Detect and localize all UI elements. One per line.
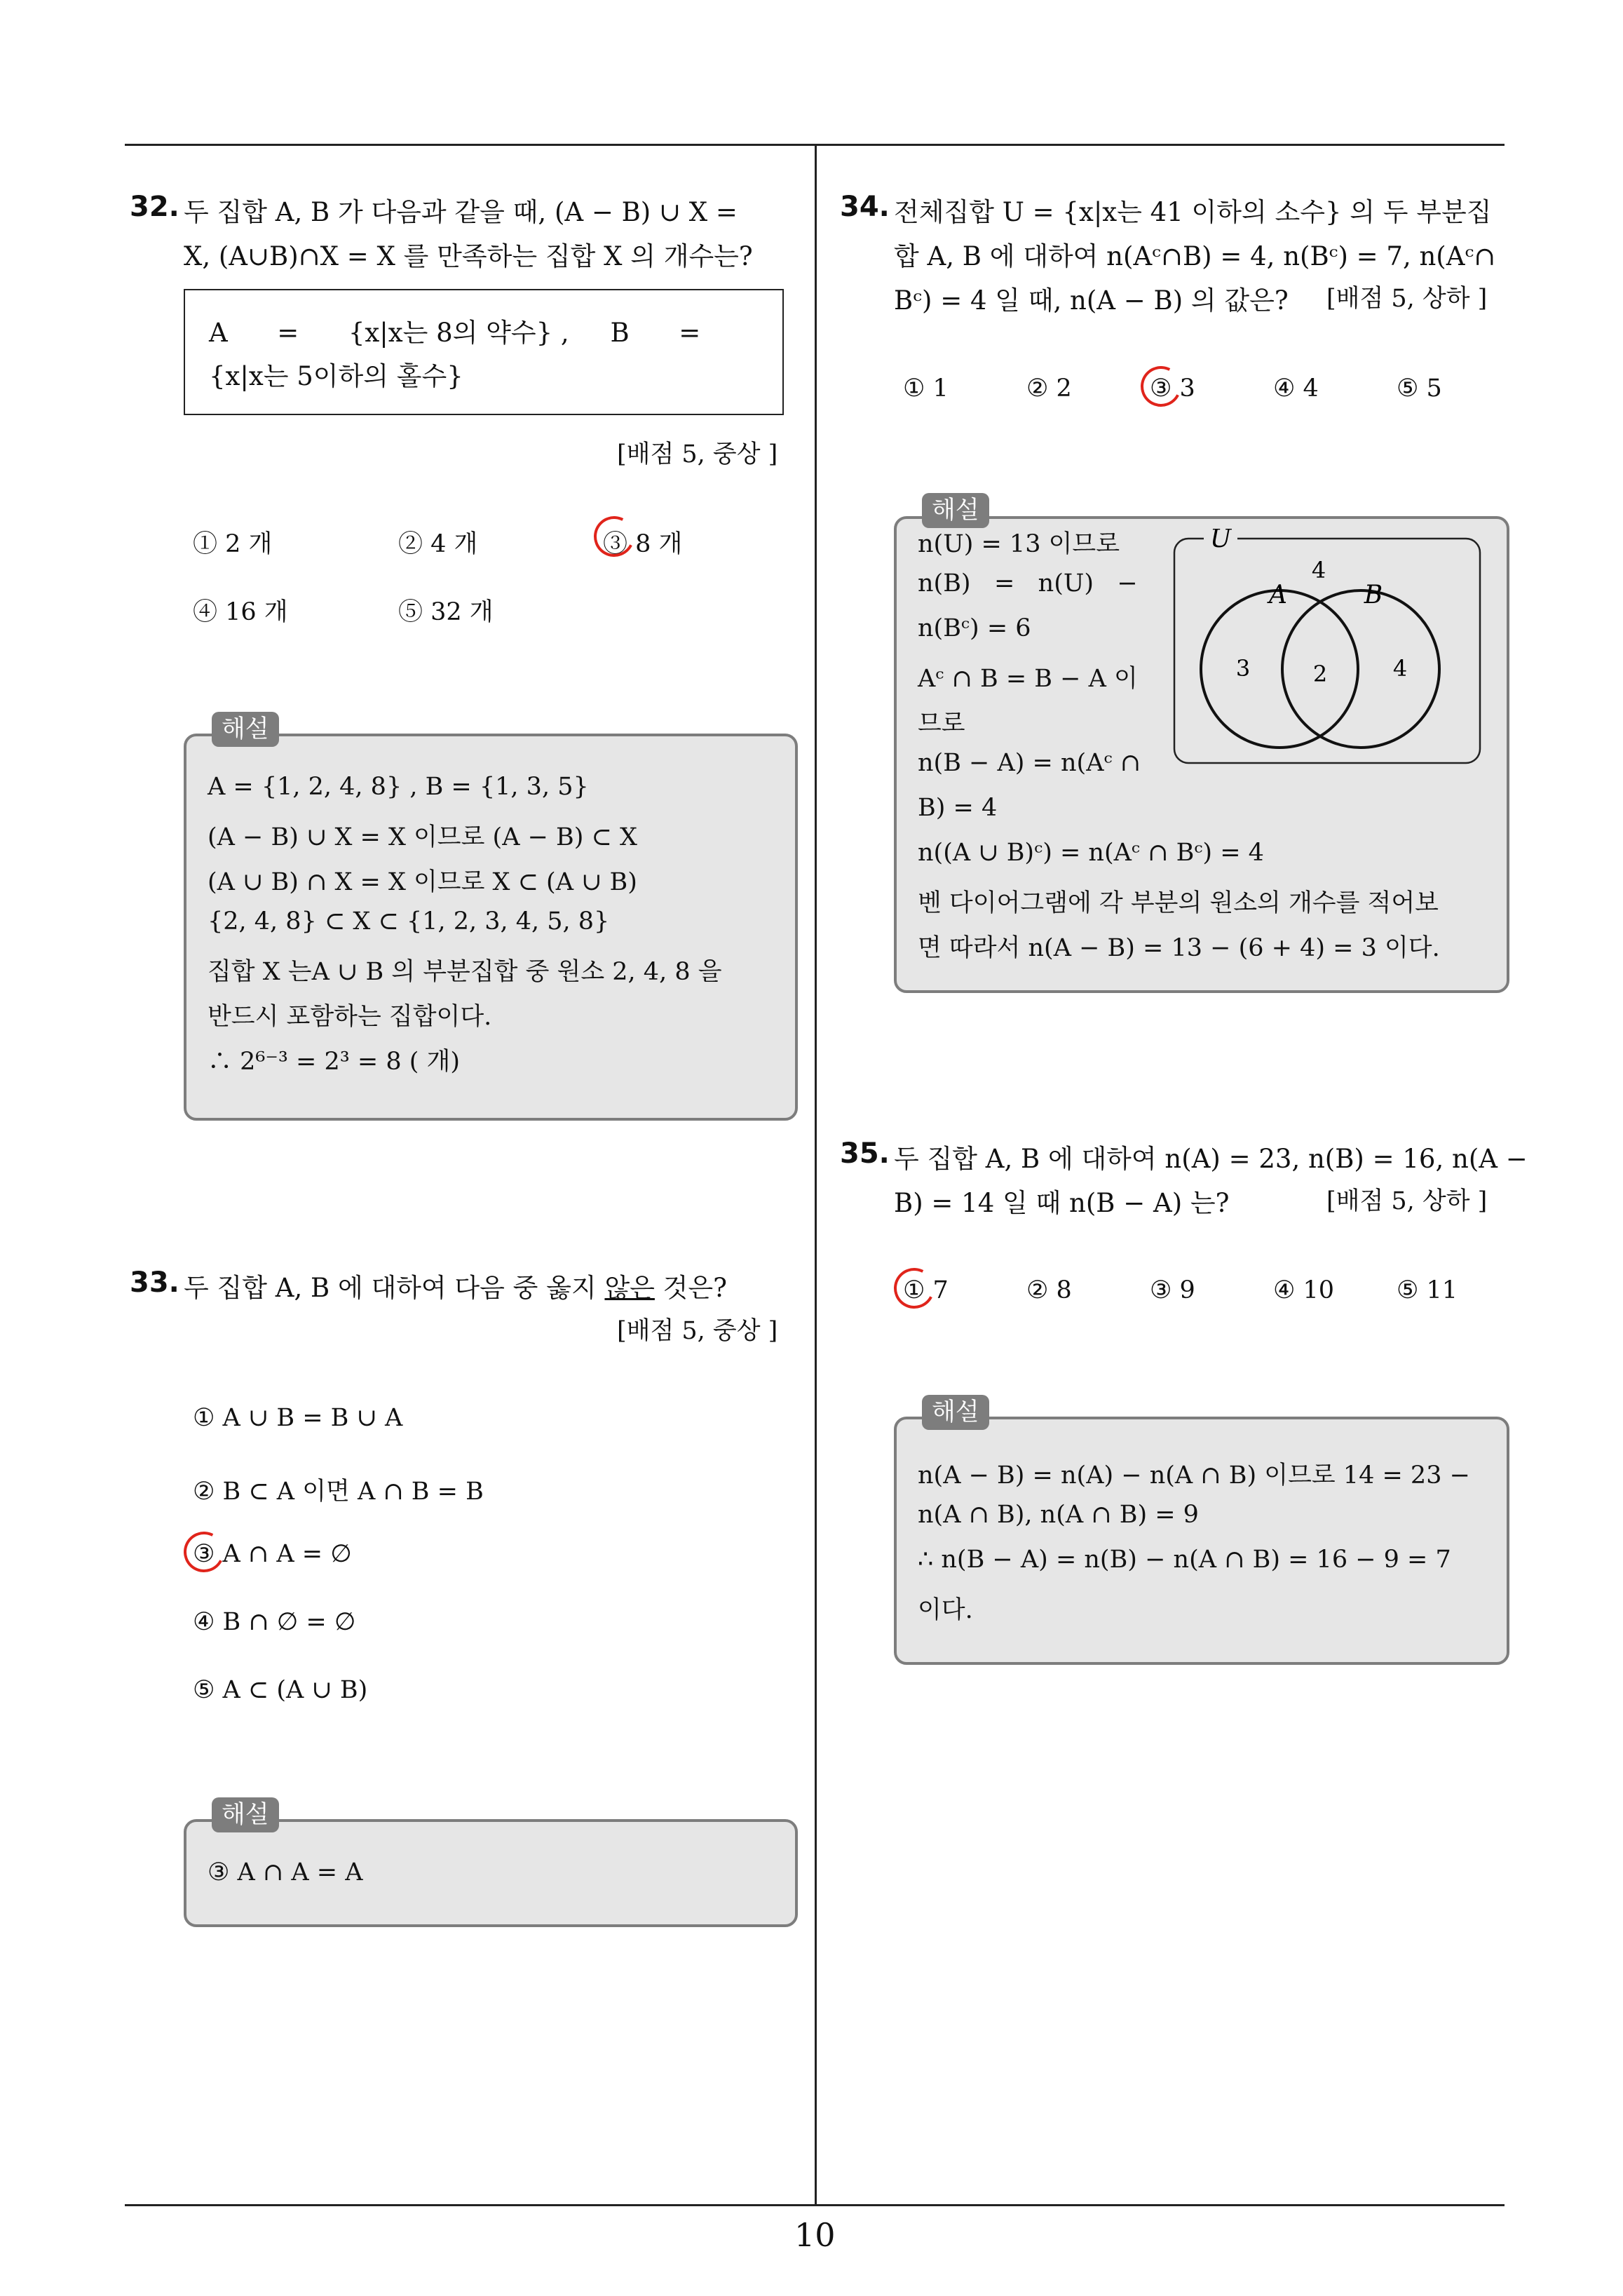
choice-2[interactable]: ② 8 <box>1026 1276 1072 1304</box>
universe-label: U <box>1209 529 1232 553</box>
solution-line: {2, 4, 8} ⊂ X ⊂ {1, 2, 3, 4, 5, 8} <box>208 907 610 936</box>
question-text: 합 A, B 에 대하여 n(Aᶜ∩B) = 4, n(Bᶜ) = 7, n(Aᶜ∩ <box>894 241 1496 271</box>
choice-2[interactable]: ② B ⊂ A 이면 A ∩ B = B <box>193 1478 484 1506</box>
choice-5[interactable]: ⑤ 5 <box>1397 374 1442 403</box>
solution-line: ∴ 2⁶⁻³ = 2³ = 8 ( 개) <box>208 1048 461 1076</box>
bottom-rule <box>125 2204 1505 2206</box>
solution-line: n((A ∪ B)ᶜ) = n(Aᶜ ∩ Bᶜ) = 4 <box>918 839 1264 867</box>
choice-5[interactable]: ⑤ A ⊂ (A ∪ B) <box>193 1676 368 1704</box>
difficulty-label: [배점 5, 상하 ] <box>1326 285 1488 313</box>
question-text: 두 집합 A, B 에 대하여 n(A) = 23, n(B) = 16, n(A − <box>894 1144 1528 1174</box>
solution-line: 집합 X 는A ∪ B 의 부분집합 중 원소 2, 4, 8 을 <box>208 958 722 986</box>
choice-1[interactable]: ① 2 개 <box>193 530 273 558</box>
only-b-count: 4 <box>1392 655 1408 682</box>
difficulty-label: [배점 5, 중상 ] <box>617 1317 778 1345</box>
question-number: 33. <box>130 1267 179 1299</box>
choice-3[interactable]: ③ 9 <box>1150 1276 1195 1304</box>
definition-line: {x|x는 5이하의 홀수} <box>209 361 463 391</box>
solution-line: (A ∪ B) ∩ X = X 이므로 X ⊂ (A ∪ B) <box>208 868 637 896</box>
question-text-part: 두 집합 A, B 에 대하여 다음 중 옳지 <box>184 1273 605 1303</box>
answer-mark-icon <box>888 1262 939 1314</box>
choice-2[interactable]: ② 2 <box>1026 374 1072 403</box>
question-text: B) = 14 일 때 n(B − A) 는? <box>894 1188 1230 1218</box>
choice-4[interactable]: ④ 4 <box>1273 374 1319 403</box>
question-text: 두 집합 A, B 가 다음과 같을 때, (A − B) ∪ X = <box>184 197 738 227</box>
choice-1[interactable]: ① 1 <box>903 374 949 403</box>
question-text: X, (A∪B)∩X = X 를 만족하는 집합 X 의 개수는? <box>184 241 753 271</box>
solution-line: (A − B) ∪ X = X 이므로 (A − B) ⊂ X <box>208 823 637 851</box>
solution-line: ∴ n(B − A) = n(B) − n(A ∩ B) = 16 − 9 = 7 <box>918 1546 1451 1574</box>
definition-box <box>184 289 784 415</box>
page-number: 10 <box>794 2216 836 2254</box>
choice-1[interactable]: ① 7 <box>903 1276 949 1304</box>
solution-line: 벤 다이어그램에 각 부분의 원소의 개수를 적어보 <box>918 889 1439 917</box>
solution-line: Aᶜ ∩ B = B − A 이 <box>918 665 1138 693</box>
choice-3[interactable]: ③ A ∩ A = ∅ <box>193 1540 352 1568</box>
solution-box <box>184 1819 798 1927</box>
answer-mark-icon <box>1135 360 1186 412</box>
question-number: 32. <box>130 191 179 223</box>
solution-line: 면 따라서 n(A − B) = 13 − (6 + 4) = 3 이다. <box>918 934 1440 962</box>
choice-4[interactable]: ④ 10 <box>1273 1276 1335 1304</box>
choice-5[interactable]: ⑤ 32 개 <box>398 598 494 626</box>
question-number: 35. <box>840 1137 890 1170</box>
solution-line: ③ A ∩ A = A <box>208 1858 363 1886</box>
solution-box <box>184 734 798 1121</box>
solution-line: n(A ∩ B), n(A ∩ B) = 9 <box>918 1501 1199 1529</box>
solution-line: n(B) = n(U) − <box>918 569 1138 597</box>
universe-rect <box>1174 539 1480 763</box>
solution-line: B) = 4 <box>918 794 998 822</box>
choice-4[interactable]: ④ 16 개 <box>193 598 288 626</box>
choice-4[interactable]: ④ B ∩ ∅ = ∅ <box>193 1608 356 1636</box>
solution-line: 반드시 포함하는 집합이다. <box>208 1003 492 1031</box>
solution-tag: 해설 <box>922 493 989 528</box>
answer-mark-icon <box>178 1526 229 1577</box>
intersection-count: 2 <box>1312 661 1328 687</box>
outside-count: 4 <box>1311 557 1326 583</box>
choice-1[interactable]: ① A ∪ B = B ∪ A <box>193 1404 403 1432</box>
solution-tag: 해설 <box>922 1395 989 1430</box>
question-text <box>184 1267 727 1304</box>
difficulty-label: [배점 5, 상하 ] <box>1326 1187 1488 1215</box>
question-number: 34. <box>840 191 890 223</box>
choice-3[interactable]: ③ 3 <box>1150 374 1195 403</box>
column-divider <box>815 146 817 2206</box>
choice-2[interactable]: ② 4 개 <box>398 530 478 558</box>
choice-3[interactable]: ③ 8 개 <box>603 530 683 558</box>
set-a-label: A <box>1269 581 1287 609</box>
only-a-count: 3 <box>1235 655 1251 682</box>
underlined-word: 않은 <box>604 1273 655 1303</box>
difficulty-label: [배점 5, 중상 ] <box>617 440 778 468</box>
solution-line: 이다. <box>918 1596 973 1624</box>
choice-5[interactable]: ⑤ 11 <box>1397 1276 1458 1304</box>
solution-tag: 해설 <box>212 1797 279 1832</box>
solution-line: A = {1, 2, 4, 8} , B = {1, 3, 5} <box>208 773 589 801</box>
solution-line: n(B − A) = n(Aᶜ ∩ <box>918 749 1141 777</box>
definition-line: A = {x|x는 8의 약수} , B = <box>209 318 701 348</box>
question-text-part: 것은? <box>654 1273 728 1303</box>
question-text: Bᶜ) = 4 일 때, n(A − B) 의 값은? <box>894 285 1289 316</box>
set-b-label: B <box>1364 581 1383 609</box>
solution-line: n(U) = 13 이므로 <box>918 530 1120 558</box>
solution-line: n(A − B) = n(A) − n(A ∩ B) 이므로 14 = 23 − <box>918 1461 1470 1490</box>
solution-line: n(Bᶜ) = 6 <box>918 614 1031 642</box>
solution-line: 므로 <box>918 710 965 738</box>
solution-box <box>894 516 1509 993</box>
solution-box <box>894 1417 1509 1665</box>
question-text: 전체집합 U = {x|x는 41 이하의 소수} 의 두 부분집 <box>894 197 1492 227</box>
venn-diagram <box>1173 529 1481 764</box>
solution-tag: 해설 <box>212 712 279 747</box>
